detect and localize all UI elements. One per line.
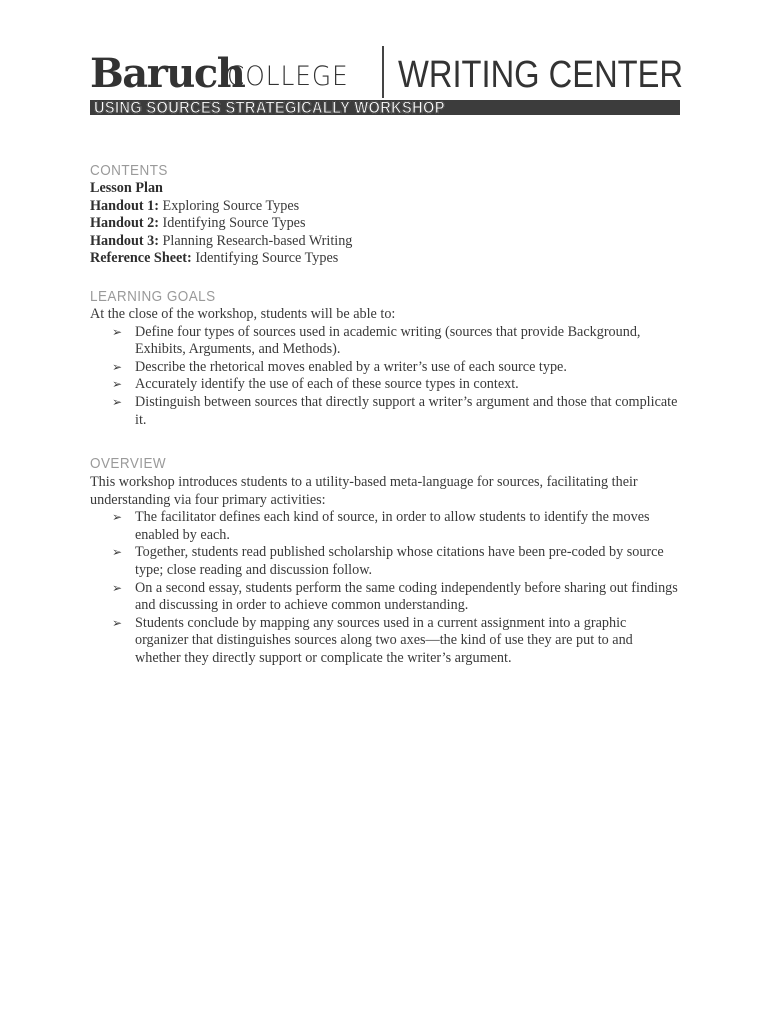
contents-item — [90, 233, 680, 251]
arrowhead-bullet-icon: ➢ — [112, 377, 123, 392]
workshop-title — [94, 98, 445, 117]
contents-item-label: Lesson Plan — [90, 180, 163, 196]
list-item-text: Students conclude by mapping any sources used in a current assignment into a graphic organizer that distinguishes sources along two axes—the kind of use they are put to and whether they directly support or complicate the writer’s argument. — [135, 614, 633, 666]
header-divider — [382, 46, 384, 98]
arrowhead-bullet-icon: ➢ — [112, 510, 123, 525]
arrowhead-bullet-icon: ➢ — [112, 359, 123, 374]
contents-list — [90, 180, 680, 268]
list-item — [112, 359, 680, 377]
contents-item-label: Handout 1: — [90, 197, 159, 214]
list-item-text: The facilitator defines each kind of source, in order to allow students to identify the moves enabled by each. — [135, 509, 650, 543]
workshop-title-text: USING SOURCES STRATEGICALLY WORKSHOP — [94, 98, 445, 117]
contents-item — [90, 250, 680, 268]
overview-intro: This workshop introduces students to a utility-based meta-language for sources, facilitating their understanding via four primary activities: — [90, 474, 638, 508]
brand-college: COLLEGE — [227, 61, 349, 92]
contents-section — [90, 180, 680, 268]
learning-goals-heading: LEARNING GOALS — [90, 288, 216, 305]
contents-item-text: Exploring Source Types — [158, 197, 300, 214]
list-item-text: Accurately identify the use of each of these source types in context. — [135, 376, 519, 393]
arrowhead-bullet-icon: ➢ — [112, 324, 123, 339]
learning-goals-intro: At the close of the workshop, students will be able to: — [90, 306, 396, 322]
overview-heading: OVERVIEW — [90, 455, 167, 472]
list-item — [112, 580, 680, 615]
arrowhead-bullet-icon: ➢ — [112, 615, 123, 630]
masthead — [90, 46, 682, 118]
list-item — [112, 544, 680, 579]
overview-section — [90, 474, 680, 668]
learning-goals-list — [90, 324, 680, 430]
workshop-title-bar — [90, 100, 680, 115]
list-item — [112, 376, 680, 394]
contents-item-label: Reference Sheet: — [90, 250, 192, 267]
list-item-text: Distinguish between sources that directly support a writer’s argument and those that complicate it. — [135, 393, 678, 428]
list-item — [112, 324, 680, 359]
list-item — [112, 394, 680, 429]
overview-list — [90, 509, 680, 667]
contents-item-label: Handout 2: — [90, 215, 159, 232]
brand-writing-center: WRITING CENTER — [398, 54, 684, 96]
arrowhead-bullet-icon: ➢ — [112, 580, 123, 595]
contents-item-label: Handout 3: — [90, 232, 159, 249]
contents-item-text: Planning Research-based Writing — [158, 232, 353, 249]
learning-goals-section — [90, 306, 680, 429]
arrowhead-bullet-icon: ➢ — [112, 394, 123, 409]
brand-baruch: Baruch — [90, 50, 245, 97]
list-item-text: Together, students read published scholarship whose citations have been pre-coded by source type; close reading and discussion follow. — [135, 544, 664, 578]
contents-item — [90, 180, 680, 198]
contents-item — [90, 215, 680, 233]
list-item-text: On a second essay, students perform the same coding independently before sharing out findings and discussing in order to achieve common understanding. — [135, 579, 678, 614]
contents-heading: CONTENTS — [90, 162, 168, 179]
list-item-text: Define four types of sources used in academic writing (sources that provide Background, Exhibits, Arguments, and Methods). — [135, 323, 641, 358]
list-item — [112, 509, 680, 544]
contents-item-text: Identifying Source Types — [191, 250, 339, 267]
contents-item-text: Identifying Source Types — [158, 215, 306, 232]
contents-item — [90, 198, 680, 216]
list-item-text: Describe the rhetorical moves enabled by a writer’s use of each source type. — [135, 358, 567, 375]
arrowhead-bullet-icon: ➢ — [112, 545, 123, 560]
list-item — [112, 615, 680, 668]
